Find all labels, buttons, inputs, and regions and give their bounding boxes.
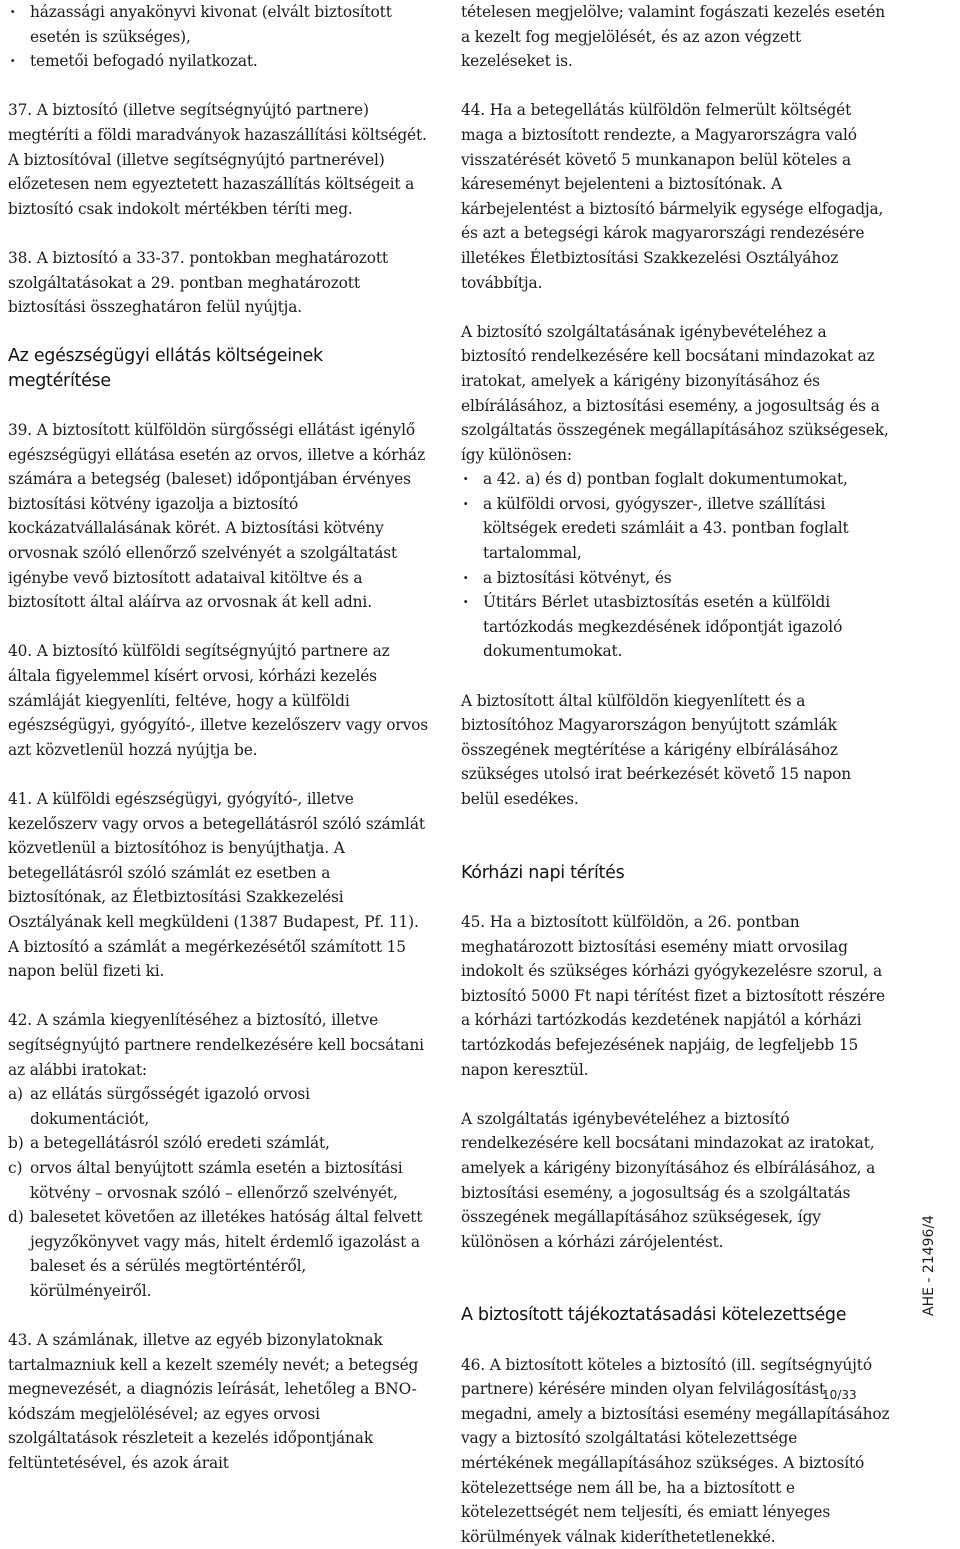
spacer xyxy=(461,836,891,861)
section-heading: A biztosított tájékoztatásadási kötelezettsége xyxy=(461,1305,847,1326)
paragraph: 41. A külföldi egészségügyi, gyógyító-, illetve kezelőszerv vagy orvos a betegellátásról szóló számlát közvetlenül a biztosítóhoz is benyújthatja. A betegellátásról szóló számlát ez esetben a biztosítónak, az Életbiztosítási Szakkezelési Osztályának kell megküldeni (1387 Budapest, Pf. 11). A biztosító a számlát a megérkezésétől számított 15 napon belül fizeti ki. xyxy=(8,790,425,981)
paragraph: 45. Ha a biztosított külföldön, a 26. pontban meghatározott biztosítási esemény miatt orvosilag indokolt és szükséges kórházi gyógykezelésre szorul, a biztosító 5000 Ft napi térítést fizet a biztosított részére a kórházi tartózkodás kezdetének napjától a kórházi tartózkodás befejezésének napjáig, de legfeljebb 15 napon keresztül. xyxy=(461,912,885,1079)
list-item xyxy=(8,1131,428,1156)
right-column xyxy=(461,0,891,1549)
list-item-label: a) xyxy=(8,1085,23,1104)
paragraph: 43. A számlának, illetve az egyéb bizonylatoknak tartalmazniuk kell a kezelt személy nevét; a betegség megnevezését, a diagnózis leírását, lehetőleg a BNO-kódszám megjelölésével; az egyes orvosi szolgáltatások részleteit a kezelés időpontjának feltüntetésével, és azok árait xyxy=(8,1331,419,1473)
paragraph: A biztosító szolgáltatásának igénybevételéhez a biztosító rendelkezésére kell bocsátani mindazokat az iratokat, amelyek a kárigény bizonyításához és elbírálásához, a biztosítási esemény, a jogosultság és a szolgáltatás összegének megállapításához szükségesek, így különösen: xyxy=(461,322,889,464)
list-item-label: c) xyxy=(8,1158,23,1177)
list-item-label: b) xyxy=(8,1134,24,1153)
list-item-text: a betegellátásról szóló eredeti számlát, xyxy=(30,1134,330,1153)
bullet-item: · a külföldi orvosi, gyógyszer-, illetve szállítási költségek eredeti számláit a 43. pontban foglalt tartalommal, xyxy=(461,492,891,566)
section-heading: Kórházi napi térítés xyxy=(461,862,625,883)
spacer xyxy=(461,295,891,320)
list-item xyxy=(8,1156,428,1205)
paragraph: 46. A biztosított köteles a biztosító (ill. segítségnyújtó partnere) kérésére minden olyan felvilágosítást megadni, amely a biztosítási esemény megállapításához vagy a biztosító szolgáltatási kötelezettsége mértékének megállapításához szükséges. A biztosító kötelezettsége nem áll be, ha a biztosított e kötelezettségét nem teljesíti, és emiatt lényeges körülmények válnak kideríthetetlenekké. xyxy=(461,1355,890,1546)
paragraph: A biztosított által külföldön kiegyenlített és a biztosítóhoz Magyarországon benyújtott számlák összegének megtérítése a kárigény elbírálásához szükséges utolsó irat beérkezését követő 15 napon belül esedékes. xyxy=(461,691,852,808)
list-item-text: az ellátás sürgősségét igazoló orvosi dokumentációt, xyxy=(30,1085,310,1128)
bullet-item: · a biztosítási kötvényt, és xyxy=(461,566,891,591)
page-number: 10/33 xyxy=(822,1388,857,1402)
bullet-item: · a 42. a) és d) pontban foglalt dokumentumokat, xyxy=(461,467,891,492)
paragraph: tételesen megjelölve; valamint fogászati kezelés esetén a kezelt fog megjelölését, és az azon végzett kezeléseket is. xyxy=(461,3,886,71)
bullet-item: · temetői befogadó nyilatkozat. xyxy=(8,49,428,74)
paragraph: 38. A biztosító a 33-37. pontokban meghatározott szolgáltatásokat a 29. pontban meghatározott biztosítási összeghatáron felül nyújtja. xyxy=(8,248,388,317)
spacer xyxy=(461,1082,891,1107)
spacer xyxy=(461,74,891,99)
spacer xyxy=(8,984,428,1009)
list-item xyxy=(8,1082,428,1131)
list-item-text: balesetet követően az illetékes hatóság által felvett jegyzőkönyvet vagy más, hitelt érdemlő igazolást a baleset és a sérülés megtörténtéről, körülményeiről. xyxy=(30,1208,423,1300)
spacer xyxy=(8,1303,428,1328)
spacer xyxy=(8,74,428,99)
spacer xyxy=(8,320,428,345)
spacer xyxy=(8,221,428,246)
paragraph: A szolgáltatás igénybevételéhez a biztosító rendelkezésére kell bocsátani mindazokat az iratokat, amelyek a kárigény bizonyításához és elbírálásához, a biztosítási esemény, a jogosultság és a szolgáltatás összegének megállapításához szükségesek, így különösen a kórházi zárójelentést. xyxy=(461,1109,876,1251)
spacer xyxy=(461,1328,891,1353)
list-item xyxy=(8,1205,428,1303)
paragraph: 44. Ha a betegellátás külföldön felmerült költségét maga a biztosított rendezte, a Magyarországra való visszatérését követő 5 munkanapon belül köteles a káreseményt bejelenteni a biztosítónak. A kárbejelentést a biztosító bármelyik egysége elfogadja, és azt a betegségi károk magyarországi rendezésére illetékes Életbiztosítási Szakkezelési Osztályához továbbítja. xyxy=(461,101,884,292)
paragraph: 39. A biztosított külföldön sürgősségi ellátást igénylő egészségügyi ellátása esetén az orvos, illetve a kórház számára a betegség (baleset) időpontjában érvényes biztosítási kötvény igazolja a biztosító kockázatvállalásának körét. A biztosítási kötvény orvosnak szóló ellenőrző szelvényét a szolgáltatást igénybe vevő biztosított adataival kitöltve és a biztosított által aláírva az orvosnak át kell adni. xyxy=(8,421,426,612)
spacer xyxy=(461,1279,891,1304)
spacer xyxy=(8,615,428,640)
spacer xyxy=(461,1254,891,1279)
paragraph: 37. A biztosító (illetve segítségnyújtó partnere) megtéríti a földi maradványok hazaszállítási költségét. A biztosítóval (illetve segítségnyújtó partnerével) előzetesen nem egyeztetett hazaszállítás költségeit a biztosító csak indokolt mértékben téríti meg. xyxy=(8,101,427,218)
spacer xyxy=(461,812,891,837)
section-heading: Az egészségügyi ellátás költségeinek megtérítése xyxy=(8,346,323,391)
spacer xyxy=(461,664,891,689)
document-code: AHE - 21496/4 xyxy=(921,1214,937,1316)
list-item-label: d) xyxy=(8,1208,24,1227)
bullet-item: · házassági anyakönyvi kivonat (elvált biztosított esetén is szükséges), xyxy=(8,0,428,49)
left-column xyxy=(8,0,428,1476)
bullet-item: · Útitárs Bérlet utasbiztosítás esetén a külföldi tartózkodás megkezdésének időpontját igazoló dokumentumokat. xyxy=(461,590,891,664)
paragraph: 42. A számla kiegyenlítéséhez a biztosító, illetve segítségnyújtó partnere rendelkezésére kell bocsátani az alábbi iratokat: xyxy=(8,1011,424,1079)
spacer xyxy=(8,762,428,787)
spacer xyxy=(461,885,891,910)
spacer xyxy=(8,394,428,419)
paragraph: 40. A biztosító külföldi segítségnyújtó partnere az általa figyelemmel kísért orvosi, kórházi kezelés számláját kiegyenlíti, feltéve, hogy a külföldi egészségügyi, gyógyító-, illetve kezelőszerv vagy orvos azt közvetlenül hozzá nyújtja be. xyxy=(8,642,429,759)
list-item-text: orvos által benyújtott számla esetén a biztosítási kötvény – orvosnak szóló – ellenőrző szelvényét, xyxy=(30,1158,403,1202)
